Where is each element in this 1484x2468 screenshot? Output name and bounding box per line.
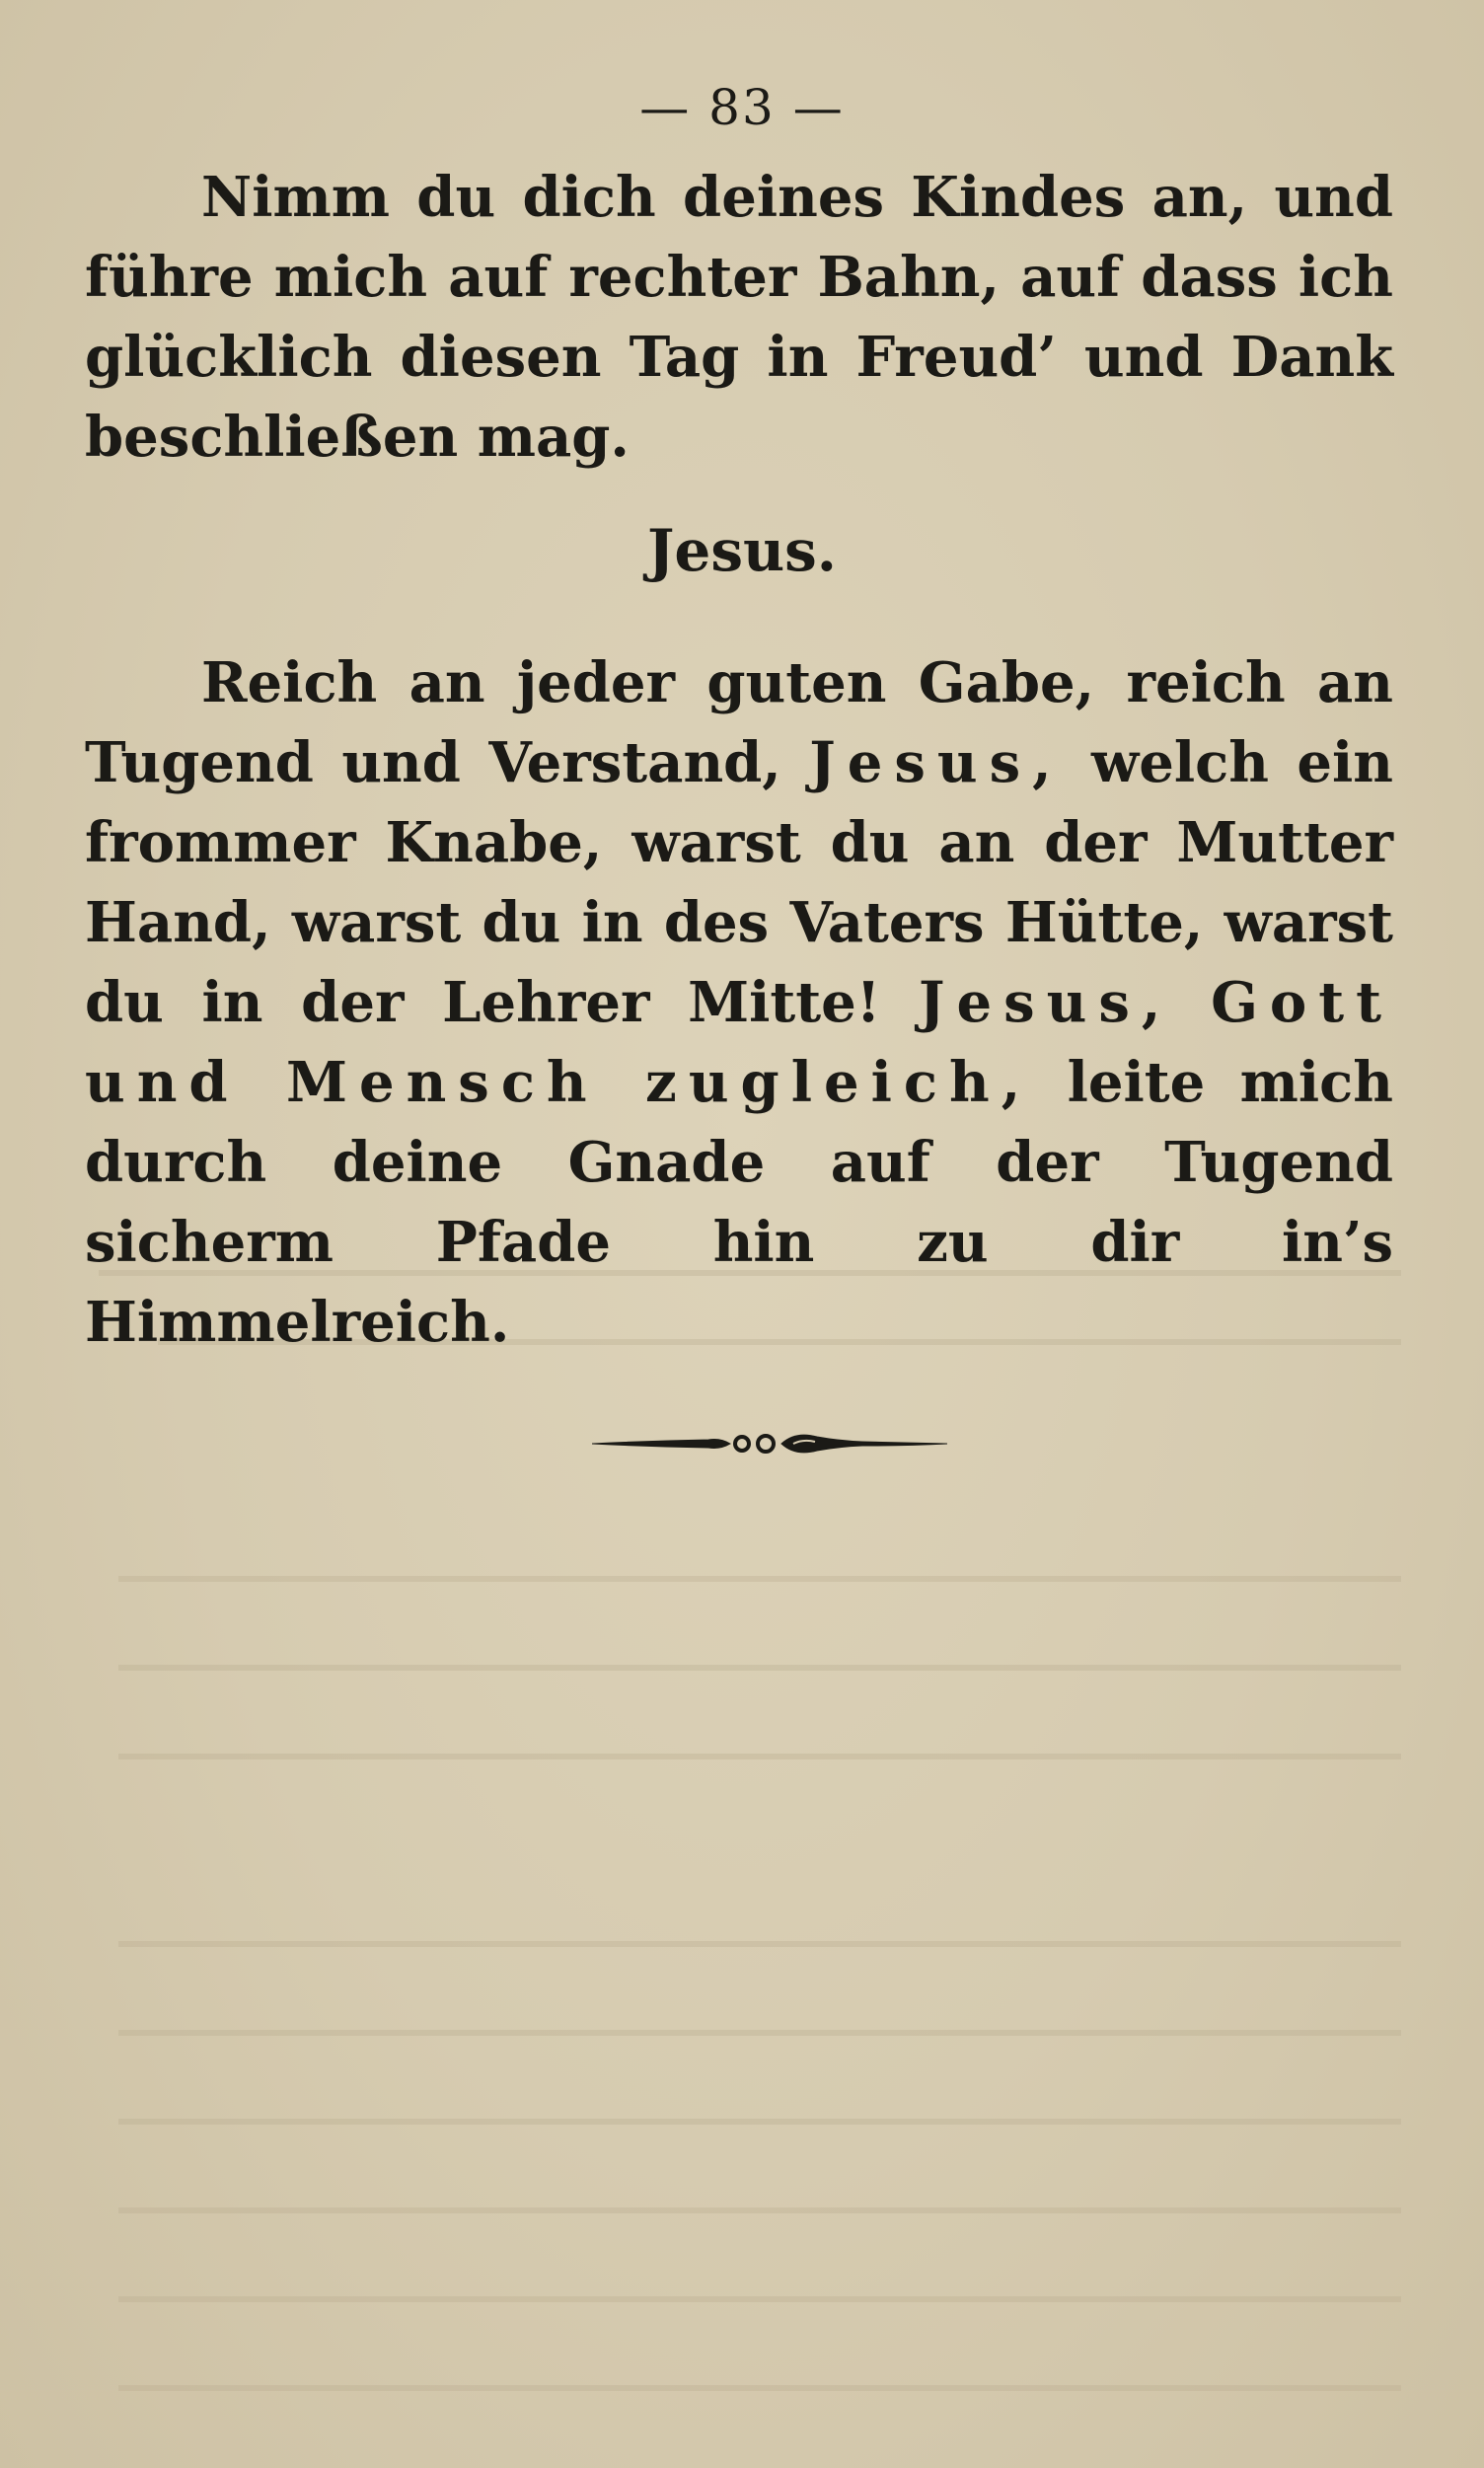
jesus-paragraph [85,643,1393,1363]
vignette-divider-icon [592,1419,947,1468]
prayer-text: Nimm du dich deines Kindes an, und führe mich auf rechter Bahn, auf dass ich glücklich diesen Tag in Freud’ und Dank beschließen mag. [85,165,1393,470]
spaced-phrase: Gott und Mensch zugleich, [85,970,1394,1115]
paragraph-text-a: Reich an jeder guten Gabe, reich an Tugend und Verstand, [85,650,1393,795]
paragraph-text-c: leite mich durch deine Gnade auf der Tugend sicherm Pfade hin zu dir in’s Himmelreich. [85,1050,1393,1355]
spaced-name: Jesus, [919,970,1173,1035]
paragraph-text-b: welch ein frommer Knabe, warst du an der Mutter Hand, warst du in des Vaters Hütte, warst du in der Lehrer Mitte! [85,730,1394,1035]
page-number: — 83 — [639,79,845,136]
section-heading: Jesus. [646,517,837,584]
prayer-paragraph [85,158,1393,478]
spaced-name: Jesus, [809,730,1064,795]
